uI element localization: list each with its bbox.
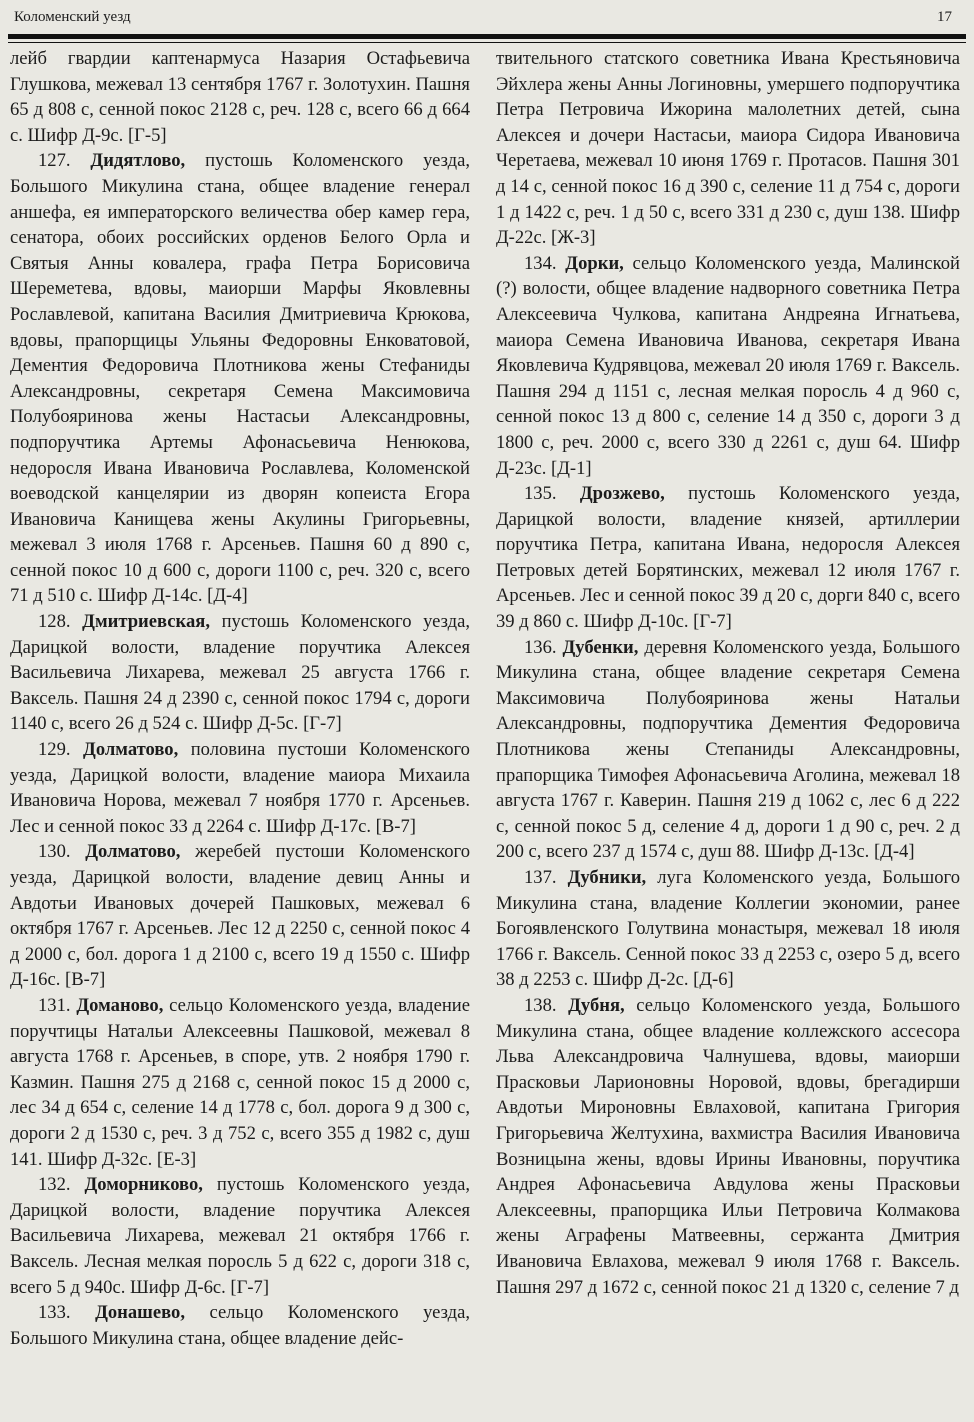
- entry-text: сельцо Коломенского уезда, Большого Микулина стана, общее владение коллежского ассесора Льва Александровича Чалнушева, вдовы, маиорши Прасковьи Ларионовны Норовой, вдовы, брегадирши Авдотьи Мироновны Евлаховой, капитана Григория Григорьевича Желтухина, вахмистра Василия Ивановича Возницына жены, вдовы Ирины Ивановны, поручтика Андрея Афонасьевича Авдулова жены Прасковьи Алексеевны, прапорщика Ильи Петровича Колмакова жены Аграфены Матвеевны, сержанта Дмитрия Ивановича Евлахова, межевал 9 июля 1768 г. Ваксель. Пашня 297 д 1672 с, сенной покос 21 д 1320 с, селение 7 д: [496, 994, 960, 1298]
- entry-133: [10, 1300, 470, 1351]
- right-column: [496, 46, 960, 1418]
- entry-place-name: Доманово,: [76, 994, 164, 1016]
- entry-number: 136.: [524, 636, 557, 658]
- entry-number: 135.: [524, 483, 557, 505]
- entry-131: [10, 993, 470, 1172]
- entry-text: луга Коломенского уезда, Большого Микулина стана, владение Коллегии экономии, ранее Богоявленского Голутвина монастыря, межевал 18 июля 1766 г. Ваксель. Сенной покос 33 д 2253 с, озеро 5 д, всего 38 д 2253 с. Шифр Д-2с. [Д-6]: [496, 867, 960, 991]
- entry-number: 138.: [524, 994, 557, 1016]
- entry-135: [496, 481, 960, 635]
- running-head-title: Коломенский уезд: [14, 9, 131, 25]
- entry-number: 127.: [38, 150, 71, 172]
- entry-place-name: Дмитриевская,: [82, 611, 210, 633]
- entry-place-name: Долматово,: [83, 739, 179, 761]
- entry-place-name: Дубники,: [567, 867, 647, 888]
- entry-130: [10, 839, 470, 993]
- header-rule-thick: [8, 34, 966, 39]
- entry-text: сельцо Коломенского уезда, владение поручтицы Натальи Алексеевны Пашковой, межевал 8 августа 1768 г. Арсеньев, в споре, утв. 2 ноября 1790 г. Казмин. Пашня 275 д 2168 с, сенной покос 15 д 2000 с, лес 34 д 654 с, селение 14 д 1778 с, бол. дорога 9 д 300 с, дороги 2 д 1530 с, реч. 3 д 752 с, всего 355 д 1982 с, душ 141. Шифр Д-32с. [Е-3]: [10, 994, 470, 1170]
- entry-text: деревня Коломенского уезда, Большого Микулина стана, общее владение секретаря Семена Максимовича Полубояринова жены Натальи Александровны, подпоручтика Дементия Федоровича Плотникова жены Степаниды Александровны, прапорщика Тимофея Афонасьевича Аголина, межевал 18 августа 1767 г. Каверин. Пашня 219 д 1062 с, лес 6 д 222 с, сенной покос 5 д, селение 4 д, дороги 1 д 90 с, реч. 2 д 200 с, всего 237 д 1574 с, душ 88. Шифр Д-13с. [Д-4]: [496, 636, 960, 863]
- entry-place-name: Дубня,: [568, 994, 625, 1016]
- entry-text: пустошь Коломенского уезда, Дарицкой волости, владение поручтика Алексея Васильевича Лихарева, межевал 25 августа 1766 г. Ваксель. Пашня 24 д 2390 с, сенной покос 1794 с, дороги 1140 с, всего 26 д 524 с. Шифр Д-5с. [Г-7]: [10, 611, 470, 735]
- entry-text: пустошь Коломенского уезда, Дарицкой волости, владение князей, артиллерии поручтика Петра, капитана Ивана, недоросля Алексея Петровых детей Борятинских, межевал 12 июля 1767 г. Арсеньев. Лес и сенной покос 39 д 20 с, дорги 840 с, всего 39 д 860 с. Шифр Д-10с. [Г-7]: [496, 483, 960, 633]
- right-continuation-paragraph: твительного статского советника Ивана Крестьяновича Эйхлера жены Анны Логиновны, умершего подпоручтика Петра Петровича Ижорина малолетних детей, сына Алексея и дочери Настасьи, маиора Сидора Ивановича Черетаева, межевал 10 июня 1769 г. Протасов. Пашня 301 д 14 с, сенной покос 16 д 390 с, селение 11 д 754 с, дороги 1 д 1422 с, реч. 1 д 50 с, всего 331 д 230 с, душ 138. Шифр Д-22с. [Ж-3]: [496, 48, 960, 249]
- entry-place-name: Дубенки,: [562, 636, 639, 658]
- entry-134: [496, 251, 960, 481]
- page-number: 17: [937, 9, 952, 25]
- entry-number: 129.: [38, 739, 71, 761]
- entry-number: 131.: [38, 994, 71, 1016]
- entry-text: пустошь Коломенского уезда, Большого Микулина стана, общее владение генерал аншефа, ея императорского величества обер камер гера, сенатора, обоих российских орденов Белого Орла и Святыя Анны ковалера, графа Петра Борисовича Шереметева, вдовы, маиорши Марфы Яковлевны Рославлевой, капитана Василия Дмитриевича Крюкова, вдовы, прапорщицы Ульяны Федоровны Енковатовой, Дементия Федоровича Плотникова жены Стефаниды Александровны, секретаря Семена Максимовича Полубояринова жены Настасьи Александровны, подпоручтика Артемы Афонасьевича Ненюкова, недоросля Ивана Ивановича Рославлева, Коломенской воеводской канцелярии из дворян копеиста Егора Ивановича Канищева жены Акулины Григорьевны, межевал 3 июля 1768 г. Арсеньев. Пашня 60 д 890 с, сенной покос 10 д 600 с, дороги 1100 с, реч. 320 с, всего 71 д 510 с. Шифр Д-14с. [Д-4]: [10, 150, 470, 607]
- entry-128: [10, 609, 470, 737]
- running-head: [14, 4, 952, 30]
- entry-text: пустошь Коломенского уезда, Дарицкой волости, владение поручтика Алексея Васильевича Лихарева, межевал 21 октября 1766 г. Ваксель. Лесная мелкая поросль 5 д 622 с, дороги 318 с, всего 5 д 940с. Шифр Д-6с. [Г-7]: [10, 1174, 470, 1298]
- entry-136: [496, 635, 960, 865]
- entry-127: [10, 148, 470, 609]
- entry-number: 132.: [38, 1174, 71, 1196]
- entry-129: [10, 737, 470, 839]
- entry-place-name: Донашево,: [95, 1302, 185, 1324]
- entry-number: 130.: [38, 841, 71, 863]
- left-continuation-paragraph: лейб гвардии каптенармуса Назария Остафьевича Глушкова, межевал 13 сентября 1767 г. Золотухин. Пашня 65 д 808 с, сенной покос 2128 с, реч. 128 с, всего 66 д 664 с. Шифр Д-9с. [Г-5]: [10, 48, 470, 146]
- entry-number: 137.: [524, 867, 557, 888]
- entry-text: половина пустоши Коломенского уезда, Дарицкой волости, владение маиора Михаила Ивановича Норова, межевал 7 ноября 1770 г. Арсеньев. Лес и сенной покос 33 д 2264 с. Шифр Д-17с. [В-7]: [10, 739, 470, 837]
- entry-place-name: Долматово,: [85, 841, 181, 863]
- entry-place-name: Доморниково,: [84, 1174, 203, 1196]
- entry-number: 134.: [524, 252, 557, 274]
- entry-text: сельцо Коломенского уезда, Малинской (?) волости, общее владение надворного советника Петра Алексеевича Чулкова, капитана Андреяна Игнатьева, маиора Семена Ивановича Иванова, секретаря Ивана Яковлевича Кудрявцова, межевал 20 июля 1769 г. Ваксель. Пашня 294 д 1151 с, лесная мелкая поросль 4 д 960 с, сенной покос 13 д 800 с, селение 14 д 350 с, дороги 3 д 1800 с, реч. 2000 с, всего 330 д 2261 с, душ 64. Шифр Д-23с. [Д-1]: [496, 252, 960, 479]
- entry-text: сельцо Коломенского уезда, Большого Микулина стана, общее владение дейс-: [10, 1302, 470, 1349]
- left-column: [10, 46, 470, 1418]
- entry-text: жеребей пустоши Коломенского уезда, Дарицкой волости, владение девиц Анны и Авдотьи Ивановых дочерей Пашковых, межевал 6 октября 1767 г. Арсеньев. Лес 12 д 2250 с, сенной покос 4 д 2000 с, бол. дорога 1 д 2100 с, всего 19 д 1550 с. Шифр Д-16с. [В-7]: [10, 841, 470, 991]
- entry-137: [496, 865, 960, 993]
- entry-place-name: Дрозжево,: [579, 483, 665, 505]
- entry-number: 133.: [38, 1302, 71, 1324]
- entry-place-name: Дорки,: [565, 252, 624, 274]
- entry-132: [10, 1172, 470, 1300]
- entry-place-name: Дидятлово,: [90, 150, 186, 172]
- entry-138: [496, 993, 960, 1300]
- entry-number: 128.: [38, 611, 71, 633]
- header-rule-thin: [8, 42, 966, 43]
